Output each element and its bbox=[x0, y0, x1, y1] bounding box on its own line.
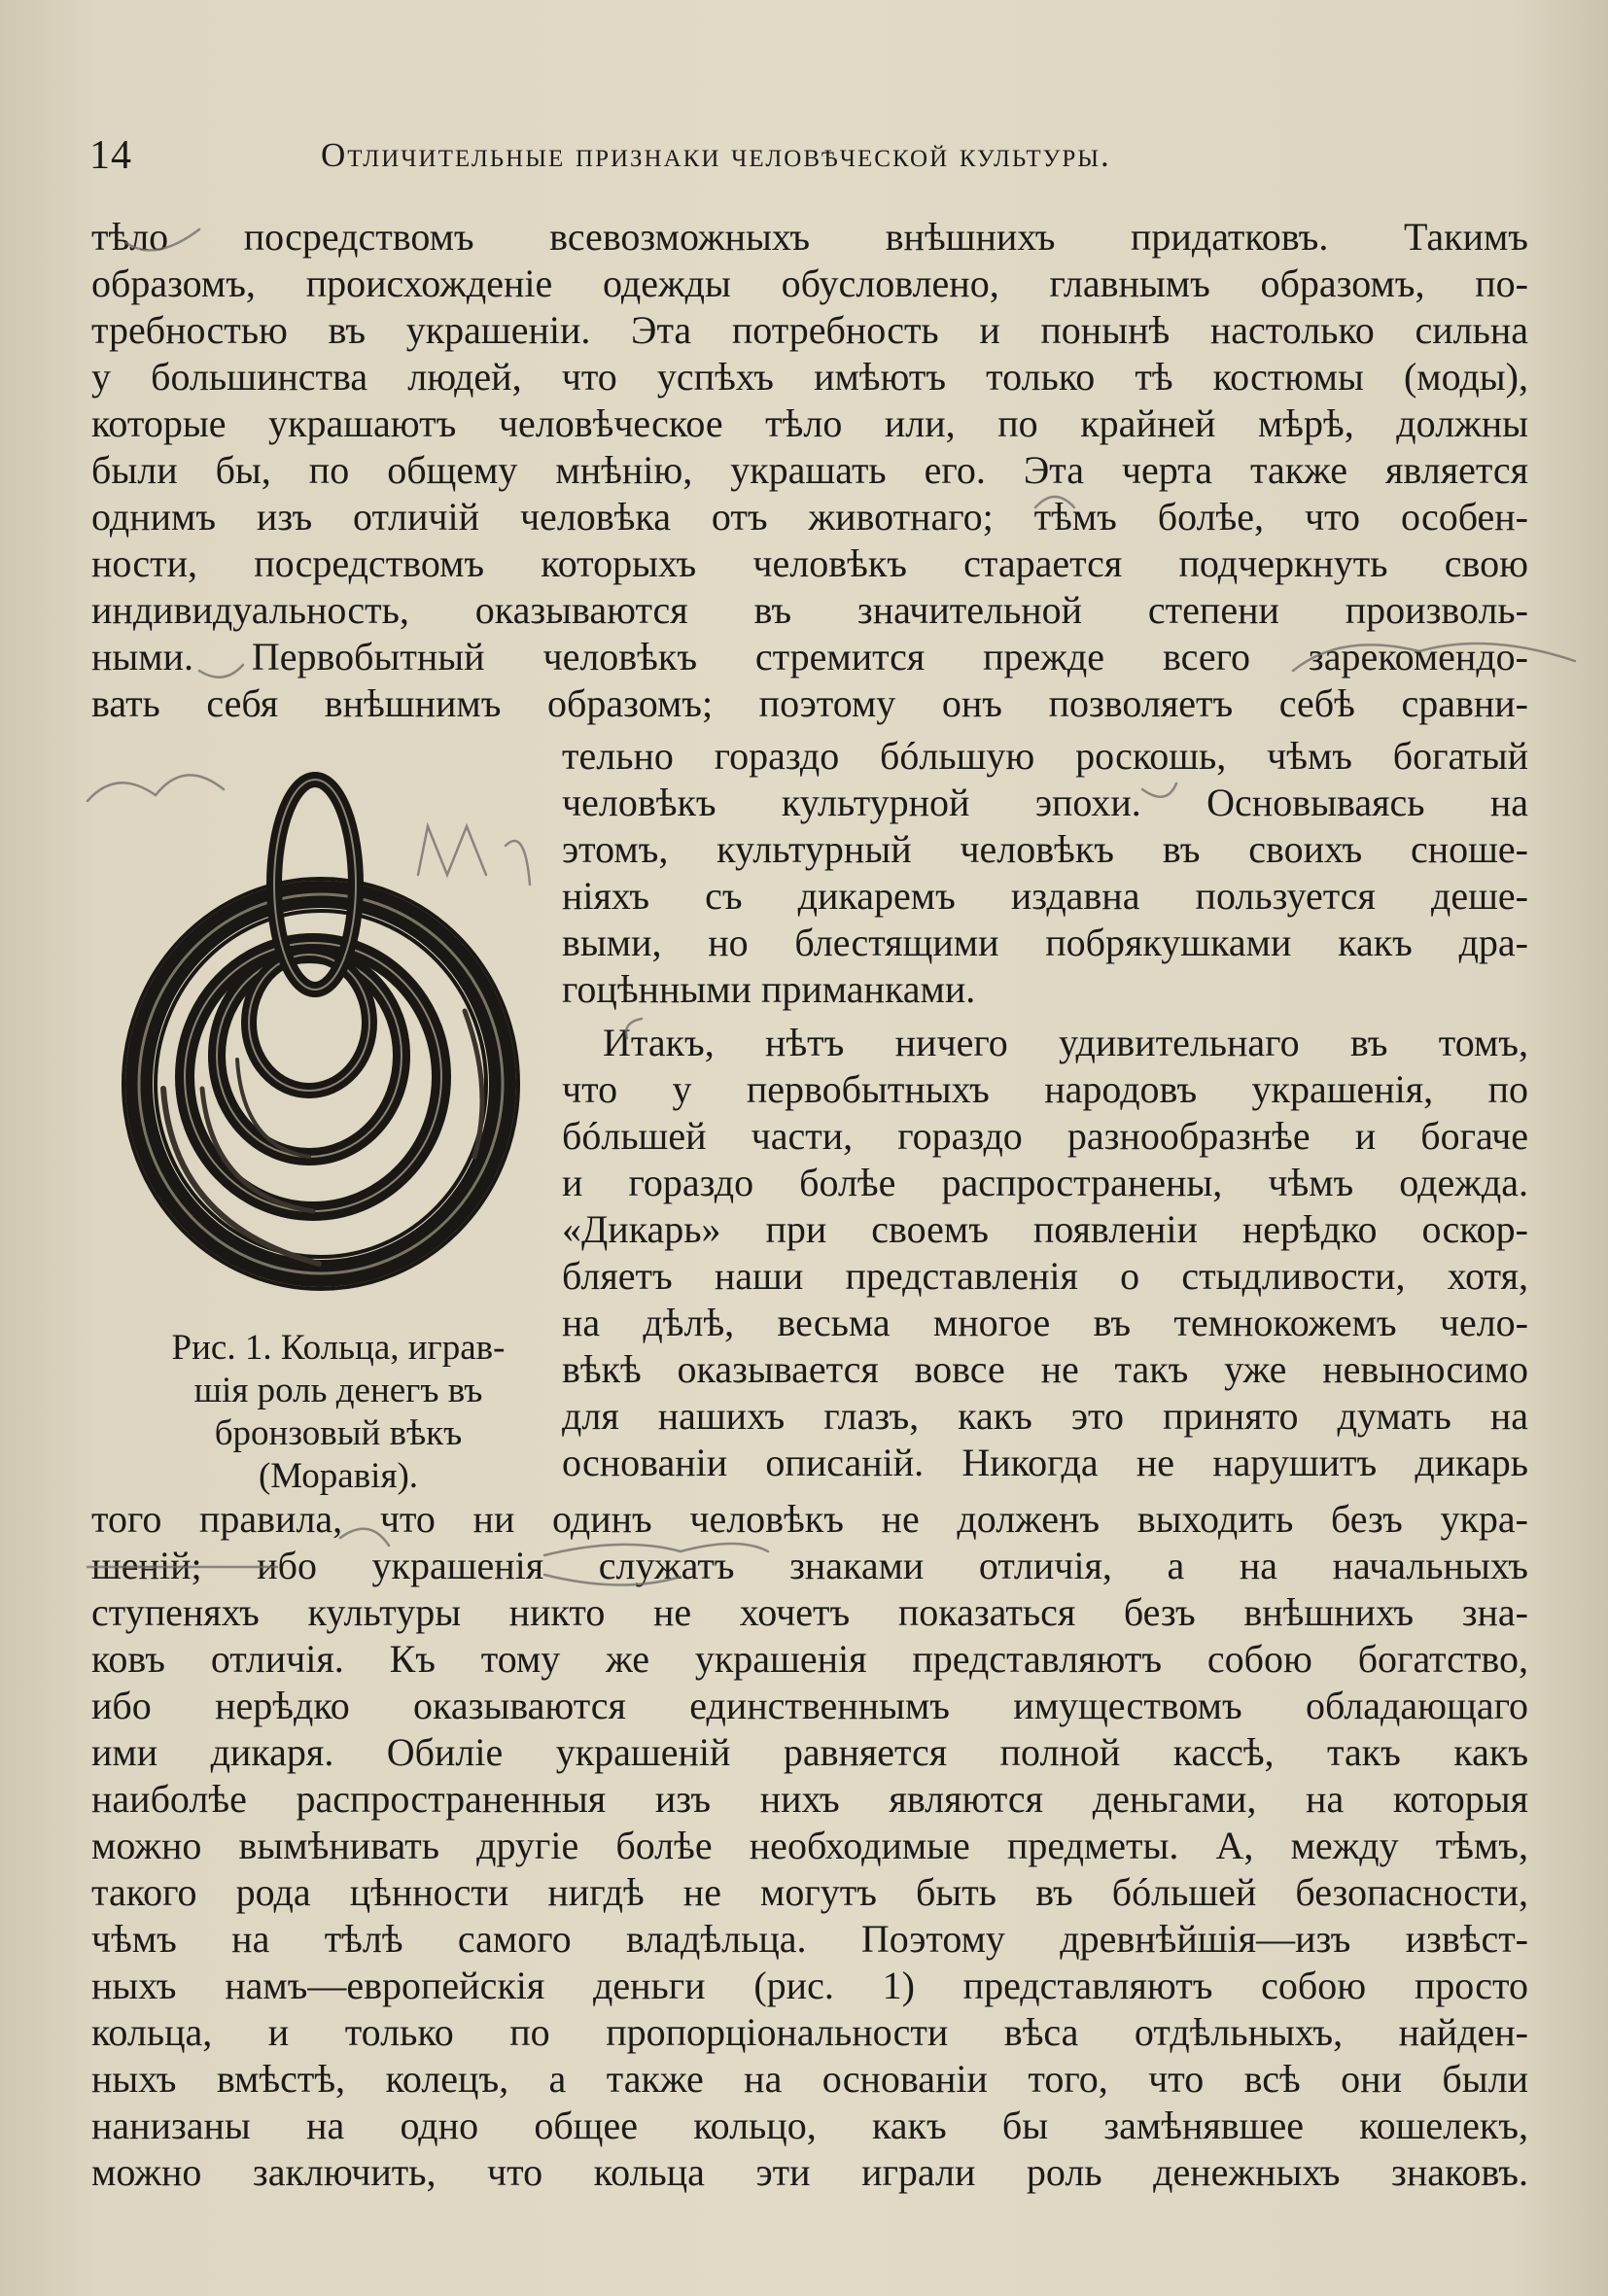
figure-caption: бронзовый вѣкъ bbox=[214, 1413, 463, 1453]
body-line: были бы, по общему мнѣнію, украшать его. Эта черта также является bbox=[91, 448, 1528, 492]
body-line: требностью въ украшеніи. Эта потребность и понынѣ настолько сильна bbox=[91, 308, 1528, 352]
body-line: можно вымѣнивать другіе болѣе необходимые предметы. А, между тѣмъ, bbox=[91, 1824, 1528, 1867]
bronze-rings-illustration bbox=[105, 768, 533, 1312]
body-line: Итакъ, нѣтъ ничего удивительнаго въ томъ, bbox=[603, 1021, 1528, 1064]
body-line: ныхъ вмѣстѣ, колецъ, а также на основаніи того, что всѣ они были bbox=[91, 2057, 1528, 2101]
page-header bbox=[89, 132, 1528, 191]
body-line: чѣмъ на тѣлѣ самого владѣльца. Поэтому древнѣйшія—изъ извѣст- bbox=[91, 1917, 1528, 1961]
body-line: индивидуальность, оказываются въ значительной степени произволь- bbox=[91, 588, 1528, 632]
body-line: тельно гораздо бóльшую роскошь, чѣмъ богатый bbox=[562, 734, 1528, 778]
body-line: вѣкѣ оказывается вовсе не такъ уже невыносимо bbox=[562, 1347, 1528, 1391]
body-line: ими дикаря. Обиліе украшеній равняется полной кассѣ, такъ какъ bbox=[91, 1730, 1528, 1774]
body-line: что у первобытныхъ народовъ украшенія, по bbox=[562, 1067, 1528, 1111]
figure-caption: Рис. 1. Кольца, играв- bbox=[171, 1328, 506, 1368]
body-line: которые украшаютъ человѣческое тѣло или, по крайней мѣрѣ, должны bbox=[91, 401, 1528, 445]
page-number: 14 bbox=[89, 133, 132, 178]
body-line: бóльшей части, гораздо разнообразнѣе и богаче bbox=[562, 1114, 1528, 1158]
body-line: на дѣлѣ, весьма многое въ темнокожемъ чело- bbox=[562, 1301, 1528, 1344]
body-line: ныхъ намъ—европейскія деньги (рис. 1) представляютъ собою просто bbox=[91, 1964, 1528, 2007]
body-line: ніяхъ съ дикаремъ издавна пользуется деше- bbox=[562, 874, 1528, 918]
body-line: наиболѣе распространенныя изъ нихъ являются деньгами, на которыя bbox=[91, 1777, 1528, 1821]
body-line: для нашихъ глазъ, какъ это принято думать на bbox=[562, 1394, 1528, 1438]
body-line: такого рода цѣнности нигдѣ не могутъ быть въ бóльшей безопасности, bbox=[91, 1870, 1528, 1914]
body-line: того правила, что ни одинъ человѣкъ не долженъ выходить безъ укра- bbox=[91, 1497, 1528, 1541]
running-title: Отличительные признаки человѣческой культуры. bbox=[321, 136, 1111, 174]
body-line: ными. Первобытный человѣкъ стремится прежде всего зарекомендо- bbox=[91, 635, 1528, 678]
body-line: гоцѣнными приманками. bbox=[562, 967, 976, 1011]
body-line: нанизаны на одно общее кольцо, какъ бы замѣнявшее кошелекъ, bbox=[91, 2104, 1528, 2147]
body-line: ибо нерѣдко оказываются единственнымъ имуществомъ обладающаго bbox=[91, 1684, 1528, 1727]
figure-caption: шія роль денегъ въ bbox=[193, 1371, 483, 1410]
body-line: ступеняхъ культуры никто не хочетъ показаться безъ внѣшнихъ зна- bbox=[91, 1590, 1528, 1634]
body-line: основаніи описаній. Никогда не нарушитъ дикарь bbox=[562, 1441, 1528, 1484]
body-line: ности, посредствомъ которыхъ человѣкъ старается подчеркнуть свою bbox=[91, 541, 1528, 585]
body-line: кольца, и только по пропорціональности вѣса отдѣльныхъ, найден- bbox=[91, 2010, 1528, 2054]
body-line: «Дикарь» при своемъ появленіи нерѣдко оскор- bbox=[562, 1207, 1528, 1251]
body-line: выми, но блестящими побрякушками какъ дра- bbox=[562, 921, 1528, 964]
body-line: тѣло посредствомъ всевозможныхъ внѣшнихъ придатковъ. Такимъ bbox=[91, 215, 1528, 259]
body-line: и гораздо болѣе распространены, чѣмъ одежда. bbox=[562, 1161, 1528, 1204]
body-line: ковъ отличія. Къ тому же украшенія представляютъ собою богатство, bbox=[91, 1637, 1528, 1681]
body-line: можно заключить, что кольца эти играли роль денежныхъ знаковъ. bbox=[91, 2150, 1528, 2194]
body-line: шеній; ибо украшенія служатъ знаками отличія, а на начальныхъ bbox=[91, 1544, 1528, 1587]
figure-caption: (Моравія). bbox=[258, 1456, 419, 1496]
body-line: человѣкъ культурной эпохи. Основываясь на bbox=[562, 781, 1528, 824]
body-line: вать себя внѣшнимъ образомъ; поэтому онъ позволяетъ себѣ сравни- bbox=[91, 681, 1528, 725]
body-line: однимъ изъ отличій человѣка отъ животнаго; тѣмъ болѣе, что особен- bbox=[91, 495, 1528, 539]
body-line: у большинства людей, что успѣхъ имѣютъ только тѣ костюмы (моды), bbox=[91, 355, 1528, 399]
body-line: этомъ, культурный человѣкъ въ своихъ сноше- bbox=[562, 827, 1528, 871]
body-line: образомъ, происхожденіе одежды обусловлено, главнымъ образомъ, по- bbox=[91, 261, 1528, 305]
body-line: бляетъ наши представленія о стыдливости, хотя, bbox=[562, 1254, 1528, 1298]
